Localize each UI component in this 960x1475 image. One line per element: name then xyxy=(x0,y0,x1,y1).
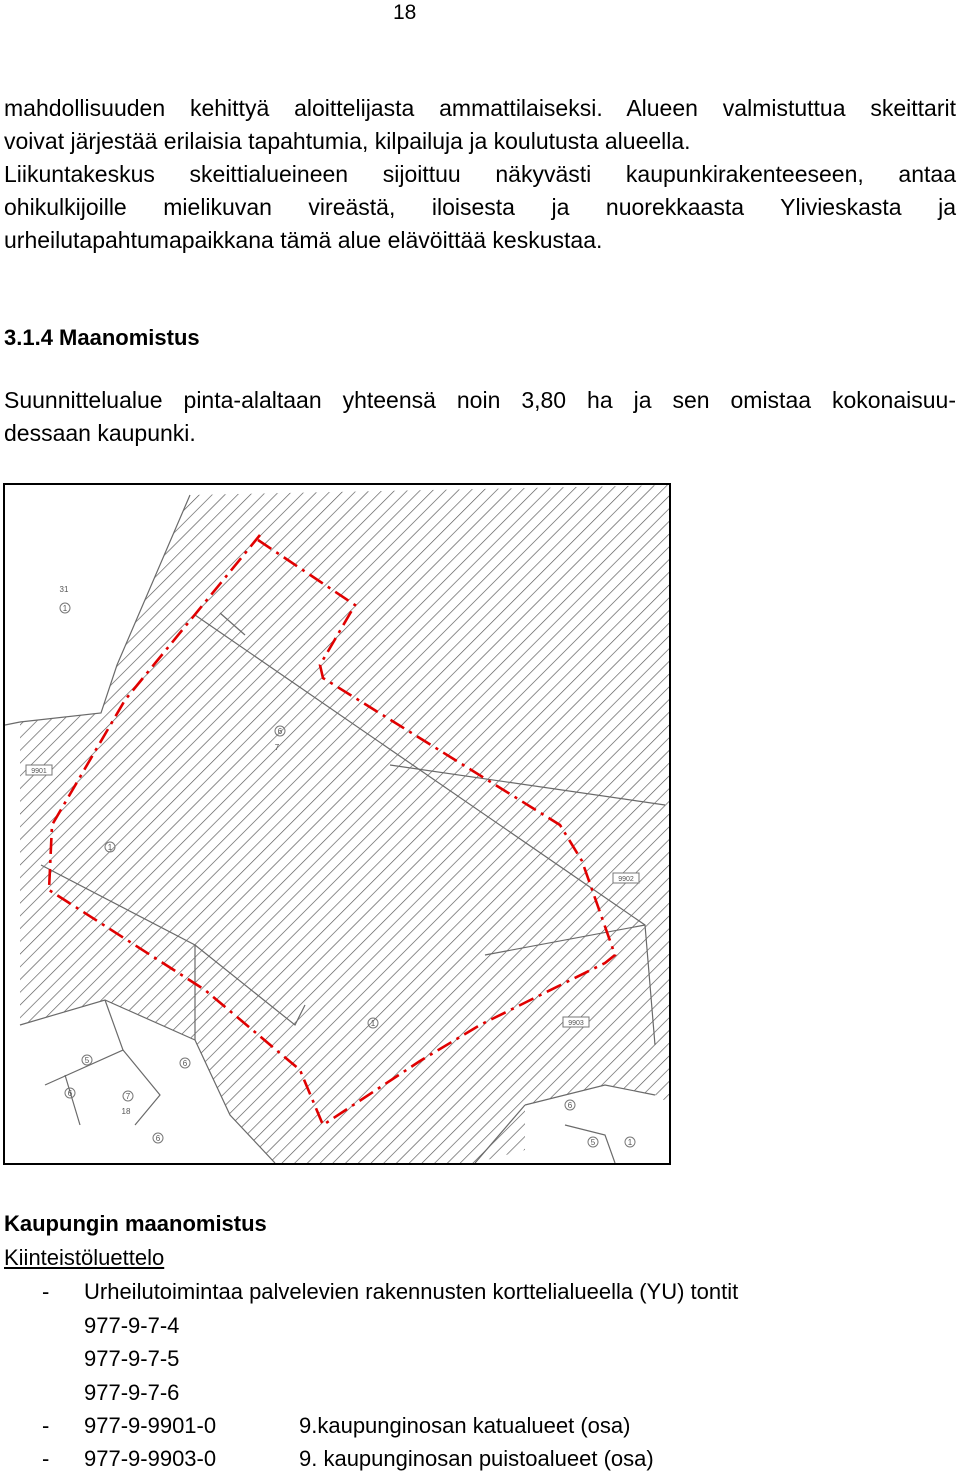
site-map xyxy=(3,483,671,1165)
intro-line-3: Liikuntakeskus skeittialueineen sijoittuu näkyvästi kaupunkirakenteeseen, antaa xyxy=(4,161,956,187)
list-dash: - xyxy=(42,1413,50,1438)
map-box-label-1: 9901 xyxy=(31,768,47,775)
property-description: 9. kaupunginosan puistoalueet (osa) xyxy=(299,1446,654,1471)
map-label-6b: 6 xyxy=(182,1059,188,1068)
list-item xyxy=(4,1311,179,1341)
map-label-6a: 6 xyxy=(277,727,283,736)
list-dash: - xyxy=(42,1446,50,1471)
ownership-section-title: Kaupungin maanomistus xyxy=(4,1211,267,1236)
list-item-text: 977-9-7-4 xyxy=(84,1313,180,1338)
intro-line-4: ohikulkijoille mielikuvan vireästä, iloisesta ja nuorekkaasta Ylivieskasta ja xyxy=(4,194,956,220)
map-label-1a: 1 xyxy=(62,604,68,613)
map-label-6e: 6 xyxy=(567,1101,573,1110)
intro-paragraph xyxy=(4,92,956,257)
list-item-text: 977-9-7-5 xyxy=(84,1346,180,1371)
list-item xyxy=(4,1378,179,1408)
site-map-svg xyxy=(5,485,669,1163)
list-item-text: Urheilutoimintaa palvelevien rakennusten korttelialueella (YU) tontit xyxy=(84,1279,739,1304)
property-description: 9.kaupunginosan katualueet (osa) xyxy=(299,1413,631,1438)
map-label-31: 31 xyxy=(59,585,69,594)
area-row xyxy=(4,1411,630,1441)
ownership-line-1: Suunnittelualue pinta-alaltaan yhteensä noin 3,80 ha ja sen omistaa kokonaisuu- xyxy=(4,387,956,413)
map-label-1c: 1 xyxy=(370,1019,376,1028)
map-label-1d: 1 xyxy=(627,1138,633,1147)
map-box-label-3: 9903 xyxy=(568,1020,584,1027)
map-label-6c: 6 xyxy=(67,1089,73,1098)
property-code: 977-9-9903-0 xyxy=(84,1446,217,1471)
map-label-7a: 7 xyxy=(274,743,280,752)
page-number: 18 xyxy=(393,1,417,24)
section-heading: 3.1.4 Maanomistus xyxy=(4,325,200,350)
map-label-18: 18 xyxy=(121,1107,131,1116)
map-label-5a: 5 xyxy=(84,1056,90,1065)
ownership-line-2: dessaan kaupunki. xyxy=(4,420,196,446)
area-row xyxy=(4,1444,654,1474)
intro-line-1: mahdollisuuden kehittyä aloittelijasta ammattilaiseksi. Alueen valmistuttua skeittarit xyxy=(4,95,956,121)
map-label-6d: 6 xyxy=(155,1134,161,1143)
list-item xyxy=(4,1277,738,1307)
map-box-label-2: 9902 xyxy=(618,876,634,883)
property-code: 977-9-9901-0 xyxy=(84,1413,217,1438)
property-list-subtitle: Kiinteistöluettelo xyxy=(4,1245,165,1270)
list-item xyxy=(4,1344,179,1374)
list-dash: - xyxy=(42,1279,50,1304)
ownership-paragraph xyxy=(4,384,956,450)
intro-line-5: urheilutapahtumapaikkana tämä alue elävöittää keskustaa. xyxy=(4,227,603,253)
map-label-7c: 7 xyxy=(125,1092,131,1101)
list-item-text: 977-9-7-6 xyxy=(84,1380,180,1405)
map-label-1b: 1 xyxy=(107,843,113,852)
map-label-5b: 5 xyxy=(590,1138,596,1147)
intro-line-2: voivat järjestää erilaisia tapahtumia, kilpailuja ja koulutusta alueella. xyxy=(4,128,691,154)
